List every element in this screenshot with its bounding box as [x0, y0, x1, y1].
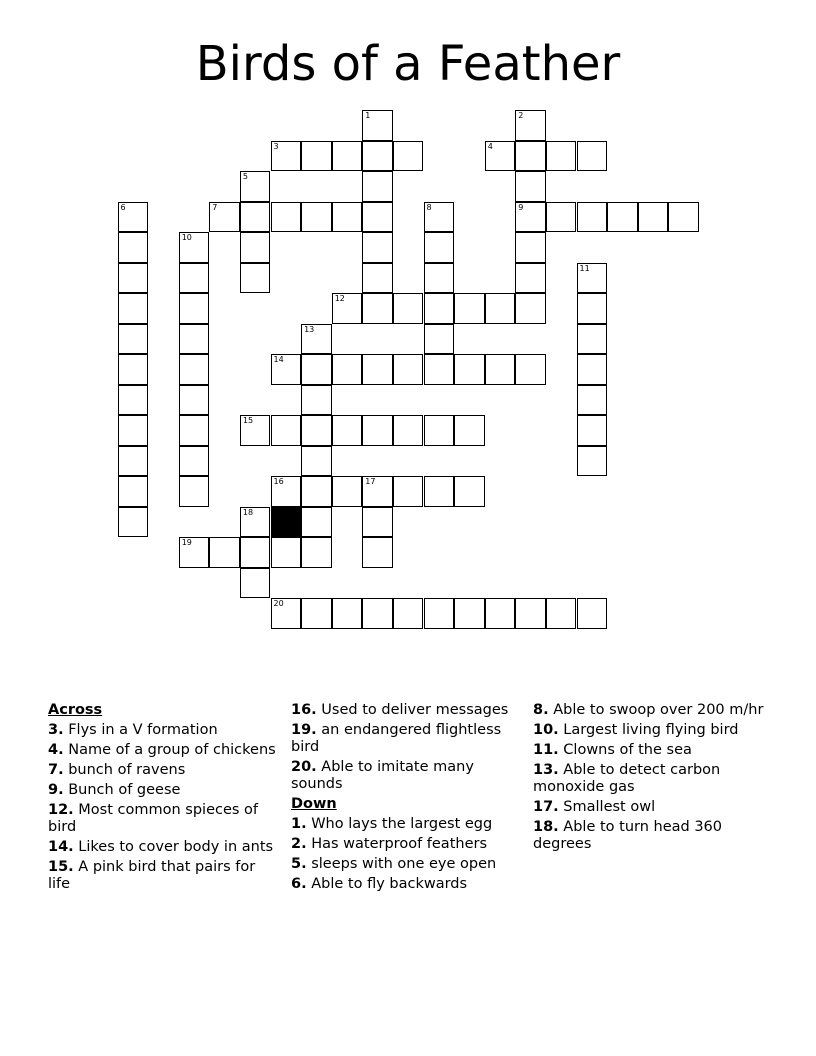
clue-item-text: Smallest owl: [558, 799, 656, 815]
clue-item-text: Most common spieces of bird: [48, 802, 259, 835]
grid-cell[interactable]: [454, 598, 485, 629]
grid-cell[interactable]: [209, 202, 240, 233]
grid-cell[interactable]: [424, 202, 455, 233]
grid-cell[interactable]: [577, 263, 608, 294]
grid-cell[interactable]: [240, 537, 271, 568]
clue-item-text: sleeps with one eye open: [306, 856, 497, 872]
grid-cell[interactable]: [393, 598, 424, 629]
grid-cell[interactable]: [515, 293, 546, 324]
grid-cell[interactable]: [301, 415, 332, 446]
grid-cell[interactable]: [577, 141, 608, 172]
clue-number: 16: [273, 477, 284, 486]
grid-cell[interactable]: [271, 415, 302, 446]
grid-cell[interactable]: [179, 232, 210, 263]
clue-item: [291, 876, 523, 893]
grid-cell[interactable]: [179, 476, 210, 507]
clue-item-number: 1.: [291, 816, 307, 832]
grid-cell[interactable]: [515, 232, 546, 263]
clue-item: [291, 722, 523, 756]
grid-cell[interactable]: [393, 293, 424, 324]
clue-item: [533, 722, 765, 739]
grid-cell[interactable]: [485, 293, 516, 324]
grid-cell[interactable]: [577, 324, 608, 355]
clue-item-number: 2.: [291, 836, 307, 852]
clue-item: [48, 722, 280, 739]
clue-item-number: 11.: [533, 742, 559, 758]
clue-number: 6: [120, 202, 126, 212]
down-clue-list: [291, 816, 523, 893]
clue-item-number: 15.: [48, 859, 74, 875]
across-clue-list-continued: [291, 702, 523, 793]
clue-item-number: 20.: [291, 759, 317, 775]
clue-item: [291, 759, 523, 793]
clue-item-text: Able to turn head 360 degrees: [533, 819, 723, 852]
grid-cell[interactable]: [515, 598, 546, 629]
grid-cell[interactable]: [240, 415, 271, 446]
across-clue-list: [48, 722, 280, 893]
grid-cell[interactable]: [240, 507, 271, 538]
clue-item-text: Able to fly backwards: [306, 876, 468, 892]
clue-item-text: Flys in a V formation: [63, 722, 218, 738]
grid-cell[interactable]: [362, 293, 393, 324]
grid-cell[interactable]: [515, 354, 546, 385]
clue-item-number: 14.: [48, 839, 74, 855]
clue-item: [533, 762, 765, 796]
grid-cell[interactable]: [607, 202, 638, 233]
clue-item-text: Able to detect carbon monoxide gas: [533, 762, 721, 795]
grid-cell[interactable]: [301, 324, 332, 355]
grid-cell[interactable]: [118, 446, 149, 477]
clue-item-number: 17.: [533, 799, 559, 815]
grid-cell[interactable]: [179, 385, 210, 416]
clues-column-1: [48, 702, 280, 896]
grid-cell[interactable]: [577, 415, 608, 446]
grid-cell[interactable]: [454, 415, 485, 446]
clue-item-number: 5.: [291, 856, 307, 872]
grid-cell[interactable]: [240, 263, 271, 294]
grid-block-cell: [271, 507, 302, 538]
clue-item-text: Who lays the largest egg: [306, 816, 493, 832]
clue-number: 10: [181, 233, 192, 242]
grid-cell[interactable]: [240, 568, 271, 599]
clue-item: [533, 819, 765, 853]
grid-cell[interactable]: [638, 202, 669, 233]
grid-cell[interactable]: [118, 324, 149, 355]
grid-cell[interactable]: [332, 415, 363, 446]
grid-cell[interactable]: [424, 293, 455, 324]
grid-cell[interactable]: [485, 598, 516, 629]
grid-cell[interactable]: [546, 202, 577, 233]
clue-item-text: A pink bird that pairs for life: [48, 859, 256, 892]
grid-cell[interactable]: [118, 232, 149, 263]
grid-cell[interactable]: [179, 293, 210, 324]
grid-cell[interactable]: [454, 476, 485, 507]
grid-cell[interactable]: [362, 110, 393, 141]
grid-cell[interactable]: [577, 598, 608, 629]
grid-cell[interactable]: [577, 202, 608, 233]
grid-cell[interactable]: [332, 293, 363, 324]
grid-cell[interactable]: [301, 507, 332, 538]
down-clue-list-continued: [533, 702, 765, 853]
grid-cell[interactable]: [362, 263, 393, 294]
clue-number: 19: [181, 538, 192, 547]
grid-cell[interactable]: [546, 598, 577, 629]
clue-item-number: 18.: [533, 819, 559, 835]
clue-item: [48, 859, 280, 893]
clue-item-number: 4.: [48, 742, 64, 758]
grid-cell[interactable]: [362, 232, 393, 263]
clue-number: 7: [212, 202, 218, 212]
grid-cell[interactable]: [362, 537, 393, 568]
grid-cell[interactable]: [485, 354, 516, 385]
clue-item-text: Used to deliver messages: [316, 702, 509, 718]
clue-item: [533, 799, 765, 816]
grid-cell[interactable]: [424, 263, 455, 294]
grid-cell[interactable]: [118, 507, 149, 538]
clue-item: [48, 839, 280, 856]
grid-cell[interactable]: [271, 598, 302, 629]
grid-cell[interactable]: [362, 171, 393, 202]
grid-cell[interactable]: [271, 202, 302, 233]
grid-cell[interactable]: [179, 415, 210, 446]
clue-item: [48, 802, 280, 836]
grid-cell[interactable]: [271, 354, 302, 385]
grid-cell[interactable]: [179, 537, 210, 568]
grid-cell[interactable]: [393, 415, 424, 446]
clue-number: 3: [273, 141, 279, 151]
grid-cell[interactable]: [424, 354, 455, 385]
clue-item-text: an endangered flightless bird: [291, 722, 502, 755]
grid-cell[interactable]: [393, 476, 424, 507]
grid-cell[interactable]: [332, 476, 363, 507]
clue-item-text: Has waterproof feathers: [306, 836, 488, 852]
grid-cell[interactable]: [209, 537, 240, 568]
clue-item: [533, 702, 765, 719]
clue-number: 14: [273, 355, 284, 364]
clue-number: 12: [334, 294, 345, 303]
clue-number: 13: [304, 324, 315, 334]
grid-cell[interactable]: [424, 476, 455, 507]
grid-cell[interactable]: [271, 537, 302, 568]
grid-cell[interactable]: [362, 354, 393, 385]
clue-number: 1: [365, 111, 371, 120]
clue-number: 20: [273, 599, 284, 608]
clue-item-text: Able to imitate many sounds: [291, 759, 474, 792]
clue-item: [533, 742, 765, 759]
page-title: Birds of a Feather: [195, 36, 621, 92]
grid-cell[interactable]: [454, 293, 485, 324]
grid-cell[interactable]: [362, 415, 393, 446]
clue-item: [291, 702, 523, 719]
grid-cell[interactable]: [362, 507, 393, 538]
clue-item-text: Name of a group of chickens: [63, 742, 276, 758]
clue-number: 5: [242, 172, 248, 181]
grid-cell[interactable]: [332, 141, 363, 172]
grid-cell[interactable]: [301, 354, 332, 385]
clue-number: 4: [487, 141, 493, 151]
clue-item-number: 7.: [48, 762, 64, 778]
grid-cell[interactable]: [301, 476, 332, 507]
across-heading: Across: [48, 702, 103, 718]
down-heading: Down: [291, 796, 337, 812]
grid-cell[interactable]: [515, 171, 546, 202]
clue-item-number: 6.: [291, 876, 307, 892]
grid-cell[interactable]: [301, 385, 332, 416]
grid-cell[interactable]: [271, 141, 302, 172]
grid-cell[interactable]: [393, 141, 424, 172]
grid-cell[interactable]: [240, 171, 271, 202]
grid-cell[interactable]: [118, 263, 149, 294]
clue-item-text: bunch of ravens: [63, 762, 186, 778]
clue-item-number: 13.: [533, 762, 559, 778]
grid-cell[interactable]: [118, 476, 149, 507]
clue-item-number: 10.: [533, 722, 559, 738]
grid-cell[interactable]: [332, 202, 363, 233]
grid-cell[interactable]: [362, 476, 393, 507]
grid-cell[interactable]: [271, 476, 302, 507]
grid-cell[interactable]: [118, 415, 149, 446]
grid-cell[interactable]: [332, 354, 363, 385]
clues-column-2: [291, 702, 523, 896]
grid-cell[interactable]: [577, 293, 608, 324]
clue-item-number: 16.: [291, 702, 317, 718]
grid-cell[interactable]: [301, 598, 332, 629]
clue-item: [291, 836, 523, 853]
grid-cell[interactable]: [454, 354, 485, 385]
grid-cell[interactable]: [118, 202, 149, 233]
grid-cell[interactable]: [515, 202, 546, 233]
grid-cell[interactable]: [301, 202, 332, 233]
grid-cell[interactable]: [118, 293, 149, 324]
grid-cell[interactable]: [362, 141, 393, 172]
grid-cell[interactable]: [424, 324, 455, 355]
grid-cell[interactable]: [240, 232, 271, 263]
grid-cell[interactable]: [301, 446, 332, 477]
grid-cell[interactable]: [577, 354, 608, 385]
grid-cell[interactable]: [393, 354, 424, 385]
clue-number: 11: [579, 263, 590, 273]
clue-item-number: 9.: [48, 782, 64, 798]
grid-cell[interactable]: [424, 598, 455, 629]
grid-cell[interactable]: [424, 415, 455, 446]
grid-cell[interactable]: [577, 385, 608, 416]
grid-cell[interactable]: [301, 537, 332, 568]
grid-cell[interactable]: [424, 232, 455, 263]
clue-item-text: Bunch of geese: [63, 782, 181, 798]
clue-item-number: 8.: [533, 702, 549, 718]
grid-cell[interactable]: [332, 598, 363, 629]
clue-item-text: Largest living flying bird: [558, 722, 739, 738]
grid-cell[interactable]: [668, 202, 699, 233]
clue-number: 2: [518, 111, 524, 120]
grid-cell[interactable]: [179, 446, 210, 477]
clue-item-text: Likes to cover body in ants: [73, 839, 274, 855]
grid-cell[interactable]: [515, 141, 546, 172]
clue-item-number: 3.: [48, 722, 64, 738]
clue-item: [48, 782, 280, 799]
clue-item: [291, 816, 523, 833]
grid-cell[interactable]: [577, 446, 608, 477]
clues-column-3: [533, 702, 765, 856]
clue-item: [291, 856, 523, 873]
clue-item-number: 12.: [48, 802, 74, 818]
clue-item-text: Clowns of the sea: [558, 742, 692, 758]
grid-cell[interactable]: [485, 141, 516, 172]
grid-cell[interactable]: [179, 263, 210, 294]
grid-cell[interactable]: [362, 202, 393, 233]
clue-number: 18: [242, 507, 254, 517]
clue-item-text: Able to swoop over 200 m/hr: [548, 702, 764, 718]
grid-cell[interactable]: [515, 263, 546, 294]
grid-cell[interactable]: [546, 141, 577, 172]
grid-cell[interactable]: [515, 110, 546, 141]
clue-number: 17: [365, 477, 376, 486]
clue-item: [48, 762, 280, 779]
clue-number: 8: [426, 202, 432, 212]
clue-number: 15: [242, 416, 254, 425]
grid-cell[interactable]: [179, 354, 210, 385]
grid-cell[interactable]: [118, 354, 149, 385]
grid-cell[interactable]: [179, 324, 210, 355]
clue-number: 9: [518, 202, 524, 212]
grid-cell[interactable]: [118, 385, 149, 416]
clue-item-number: 19.: [291, 722, 317, 738]
grid-cell[interactable]: [301, 141, 332, 172]
clue-item: [48, 742, 280, 759]
grid-cell[interactable]: [240, 202, 271, 233]
grid-cell[interactable]: [362, 598, 393, 629]
